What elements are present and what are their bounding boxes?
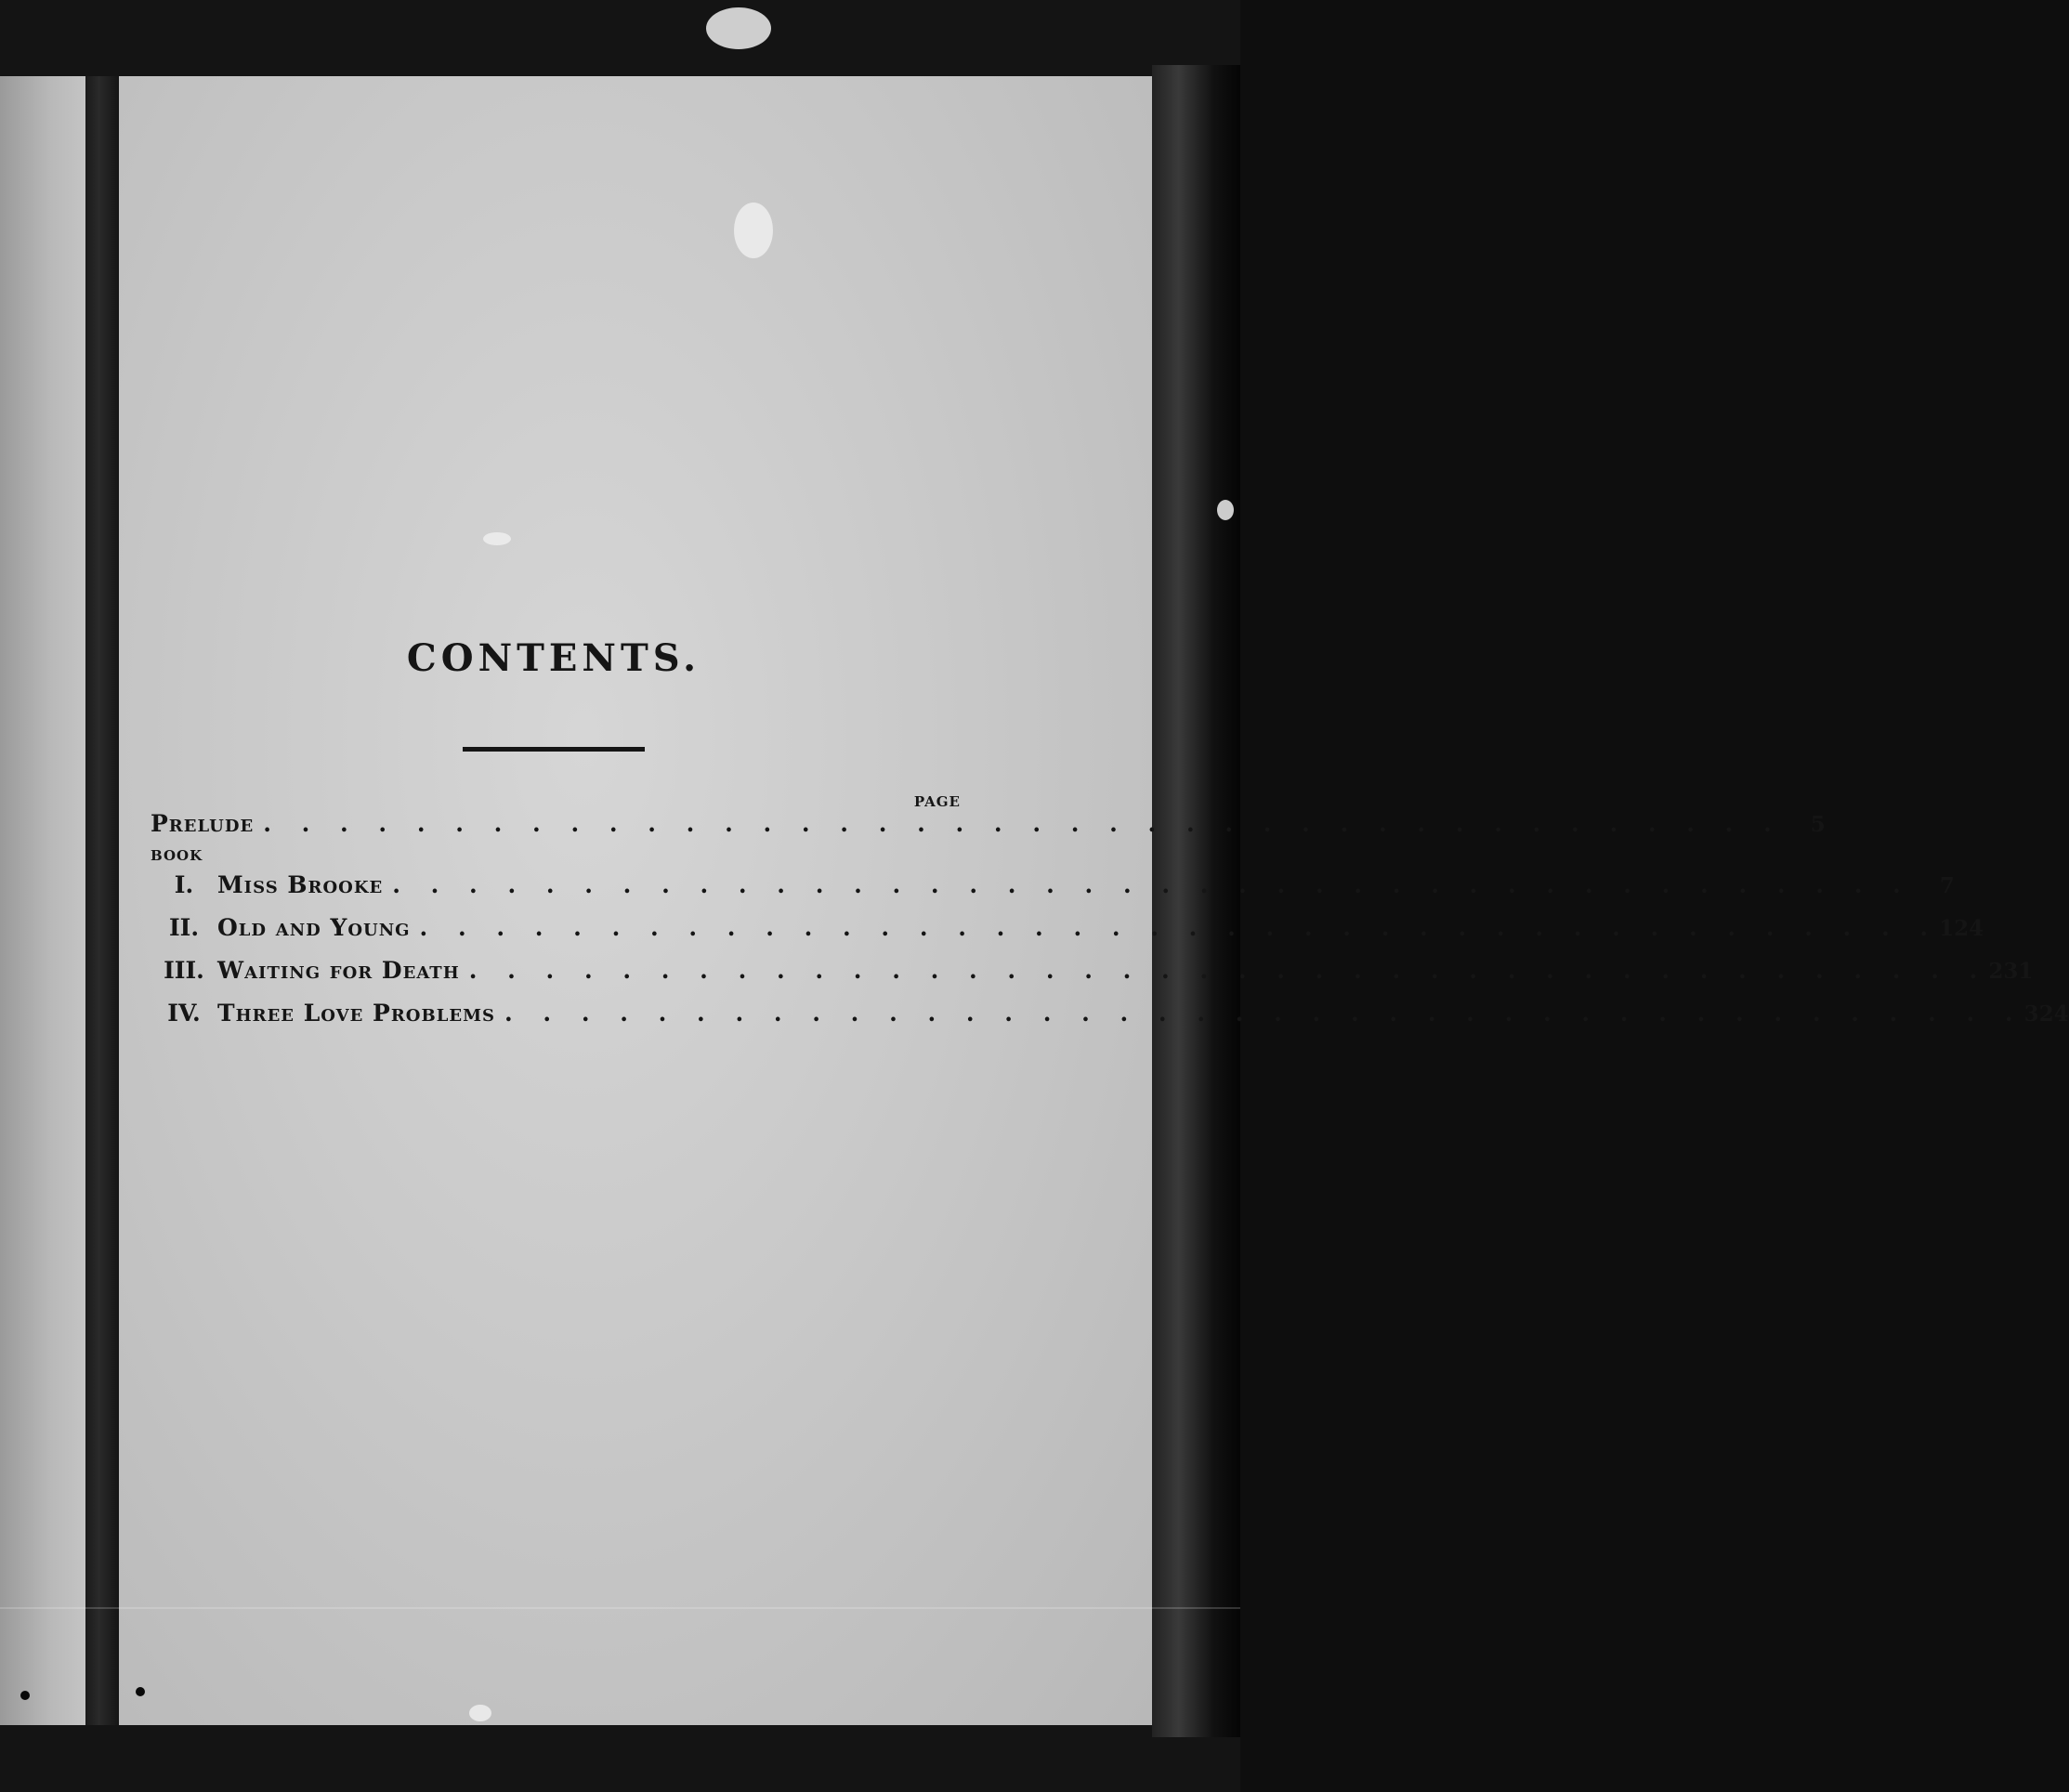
dot-leader: . . . . . . . . . . . . . . . . . . . . . . . . . . . . . . . . . . . . . . . .: [468, 957, 1989, 984]
book-numeral: III.: [164, 957, 204, 984]
toc-entry-page: 7: [1939, 873, 1955, 898]
toc-entry-label: Prelude: [151, 810, 255, 837]
dot-leader: . . . . . . . . . . . . . . . . . . . . . . . . . . . . . . . . . . . . . . . .: [392, 871, 1912, 898]
film-speck: [1217, 500, 1234, 520]
facing-page-edge: [0, 76, 85, 1725]
dot-leader: . . . . . . . . . . . . . . . . . . . . . . . . . . . . . . . . . . . . . . . .: [263, 810, 1783, 837]
toc-entry-book-2: [151, 907, 1984, 949]
toc-entry-label: Three Love Problems: [217, 1000, 495, 1027]
page-column-heading: PAGE: [913, 793, 961, 810]
toc-entry-label: Miss Brooke: [217, 871, 384, 898]
page-title: CONTENTS.: [406, 636, 701, 680]
dot-leader: . . . . . . . . . . . . . . . . . . . . . . . . . . . . . . . . . . . . . . . .: [419, 914, 1940, 941]
title-rule: [463, 747, 645, 752]
scan-dot: [20, 1691, 30, 1700]
table-of-contents: [151, 793, 2069, 1035]
toc-entry-book-3: [151, 949, 2034, 992]
scan-dot: [136, 1687, 145, 1696]
toc-entry-book-1: [151, 864, 1955, 907]
film-speck: [483, 532, 511, 545]
dot-leader: . . . . . . . . . . . . . . . . . . . . . . . . . . . . . . . . . . . . . . . .: [504, 1000, 2024, 1027]
toc-entry-label: Waiting for Death: [217, 957, 460, 984]
book-numeral: II.: [168, 914, 200, 941]
book-numeral: I.: [174, 871, 194, 898]
toc-entry-book-4: [151, 992, 2069, 1035]
film-speck: [469, 1705, 491, 1721]
toc-entry-page: 231: [1988, 959, 2034, 984]
toc-entry-page: 124: [1939, 916, 1984, 941]
book-numeral: IV.: [167, 1000, 201, 1027]
toc-entry-prelude: [151, 810, 1826, 838]
toc-entry-label: Old and Young: [217, 914, 411, 941]
scan-artifact-line: [0, 1607, 1240, 1609]
toc-entry-page: 324: [2023, 1001, 2069, 1027]
toc-entry-page: 5: [1810, 812, 1826, 837]
film-speck: [706, 7, 771, 49]
book-column-heading: BOOK: [151, 847, 203, 864]
film-speck: [734, 203, 773, 258]
book-gutter: [85, 76, 119, 1725]
